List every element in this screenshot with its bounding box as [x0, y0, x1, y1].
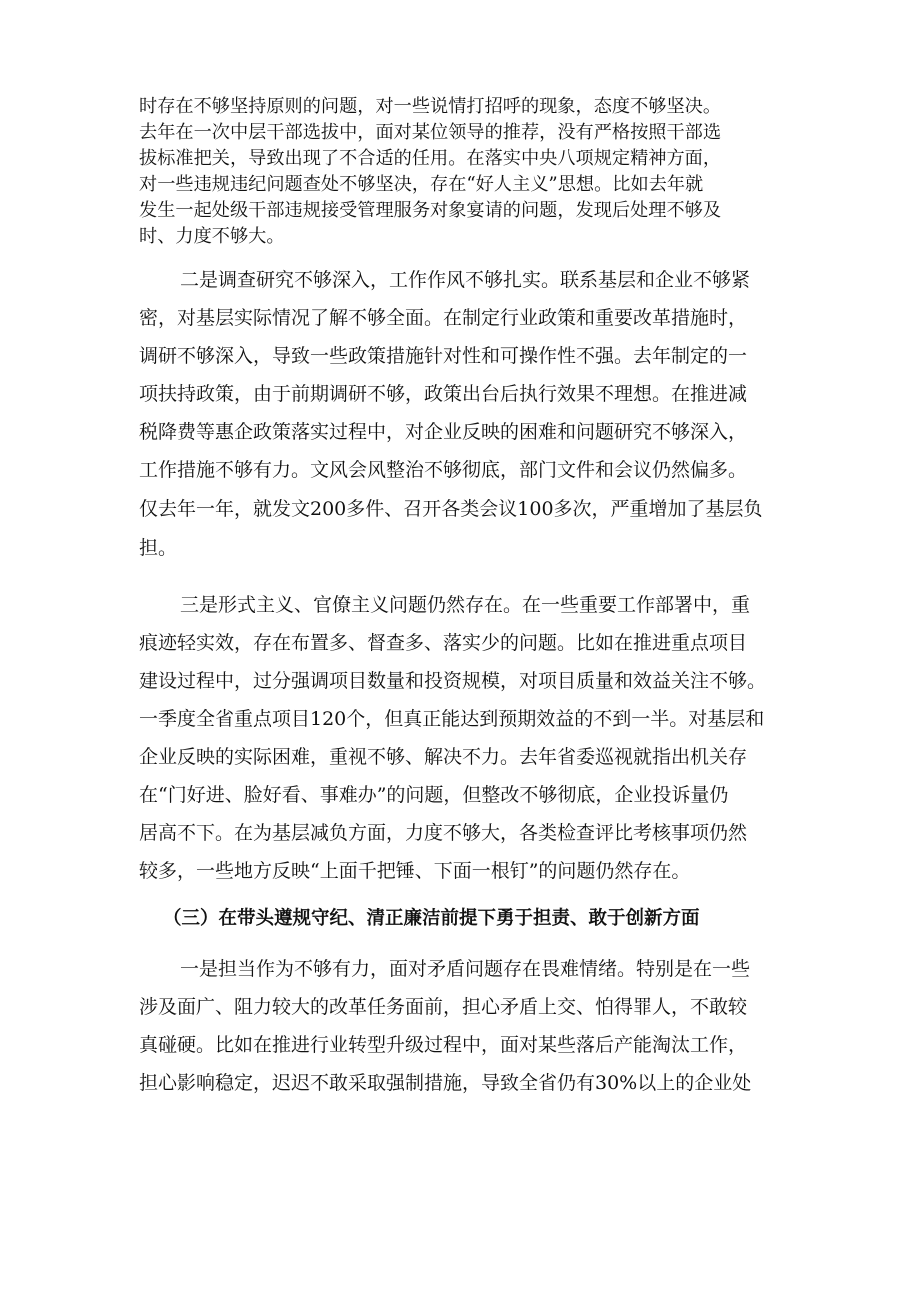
text-line: 项扶持政策，由于前期调研不够，政策出台后执行效果不理想。在推进减	[139, 383, 748, 405]
text-line: 调研不够深入，导致一些政策措施针对性和可操作性不强。去年制定的一	[139, 345, 748, 367]
text-line: 涉及面广、阻力较大的改革任务面前，担心矛盾上交、怕得罪人，不敢较	[139, 996, 748, 1018]
text-line: 仅去年一年，就发文200多件、召开各类会议100多次，严重增加了基层负	[139, 498, 763, 520]
text-line: 居高不下。在为基层减负方面，力度不够大，各类检查评比考核事项仍然	[139, 822, 748, 844]
text-line: 拔标准把关，导致出现了不合适的任用。在落实中央八项规定精神方面，	[139, 148, 722, 169]
text-line: 工作措施不够有力。文风会风整治不够彻底，部门文件和会议仍然偏多。	[139, 459, 748, 481]
text-line: 去年在一次中层干部选拔中，面对某位领导的推荐，没有严格按照干部选	[139, 122, 722, 143]
text-line: 时、力度不够大。	[139, 226, 285, 247]
text-line: 三是形式主义、官僚主义问题仍然存在。在一些重要工作部署中，重	[180, 594, 751, 616]
text-line: 较多，一些地方反映“上面千把锤、下面一根钉”的问题仍然存在。	[139, 860, 691, 882]
text-line: 担心影响稳定，迟迟不敢采取强制措施，导致全省仍有30%以上的企业处	[139, 1072, 752, 1094]
section-heading: （三）在带头遵规守纪、清正廉洁前提下勇于担责、敢于创新方面	[163, 908, 700, 929]
text-line: 建设过程中，过分强调项目数量和投资规模，对项目质量和效益关注不够。	[139, 670, 767, 692]
text-line: 二是调查研究不够深入，工作作风不够扎实。联系基层和企业不够紧	[180, 269, 751, 291]
text-line: 一季度全省重点项目120个，但真正能达到预期效益的不到一半。对基层和	[139, 708, 765, 730]
text-line: 担。	[139, 537, 178, 559]
text-line: 密，对基层实际情况了解不够全面。在制定行业政策和重要改革措施时，	[139, 307, 748, 329]
text-line: 企业反映的实际困难，重视不够、解决不力。去年省委巡视就指出机关存	[139, 746, 748, 768]
text-line: 对一些违规违纪问题查处不够坚决，存在“好人主义”思想。比如去年就	[139, 174, 704, 195]
text-line: 痕迹轻实效，存在布置多、督查多、落实少的问题。比如在推进重点项目	[139, 632, 748, 654]
text-line: 发生一起处级干部违规接受管理服务对象宴请的问题，发现后处理不够及	[139, 200, 722, 221]
text-line: 时存在不够坚持原则的问题，对一些说情打招呼的现象，态度不够坚决。	[139, 96, 722, 117]
text-line: 税降费等惠企政策落实过程中，对企业反映的困难和问题研究不够深入，	[139, 421, 748, 443]
text-line: 真碰硬。比如在推进行业转型升级过程中，面对某些落后产能淘汰工作，	[139, 1034, 748, 1056]
text-line: 一是担当作为不够有力，面对矛盾问题存在畏难情绪。特别是在一些	[180, 958, 751, 980]
text-line: 在“门好进、脸好看、事难办”的问题，但整改不够彻底，企业投诉量仍	[139, 784, 729, 806]
